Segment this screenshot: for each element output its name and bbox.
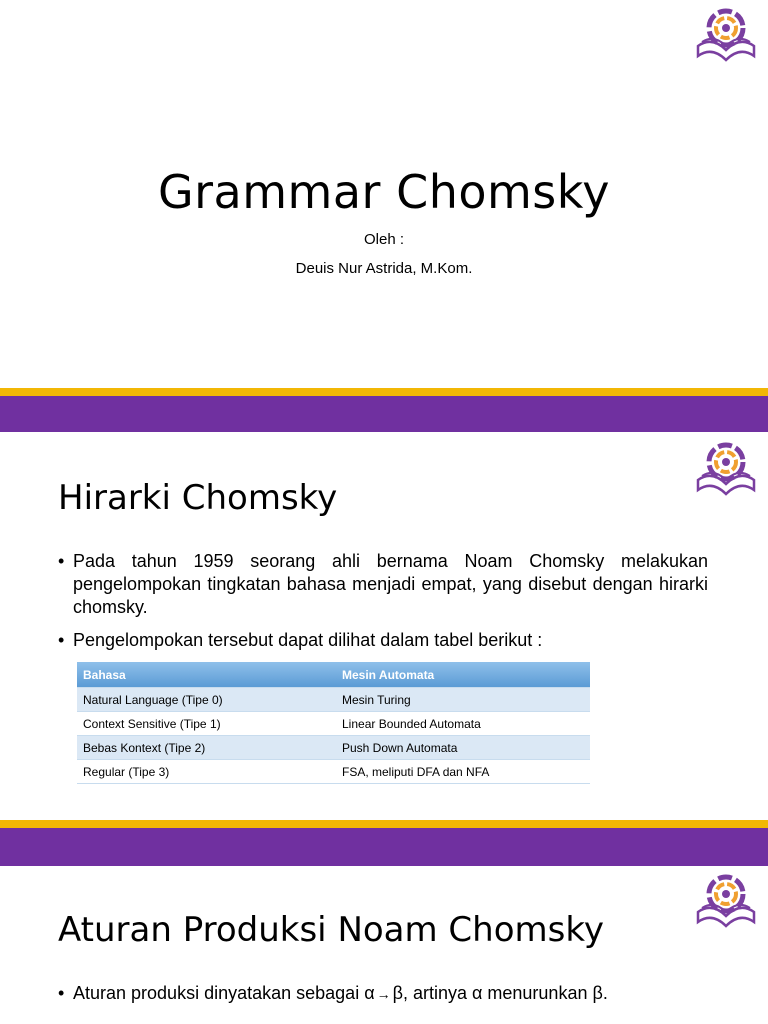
bullet-list <box>58 550 708 662</box>
table-cell: Mesin Turing <box>336 688 590 712</box>
bullet-text: Pada tahun 1959 seorang ahli bernama Noam Chomsky melakukan pengelompokan tingkatan bahasa menjadi empat, yang disebut dengan hirarki chomsky. <box>73 551 708 617</box>
university-logo-icon <box>688 440 764 496</box>
slide-separator <box>0 820 768 866</box>
title-slide <box>0 0 768 388</box>
table-cell: FSA, meliputi DFA dan NFA <box>336 760 590 784</box>
bullet-list <box>58 982 708 1015</box>
column-header-bahasa: Bahasa <box>77 662 336 688</box>
table-row <box>77 712 590 736</box>
table-cell: Linear Bounded Automata <box>336 712 590 736</box>
table-header-row <box>77 662 590 688</box>
aturan-produksi-slide <box>0 866 768 1024</box>
presentation-title: Grammar Chomsky <box>157 165 610 219</box>
university-logo-icon <box>688 872 764 928</box>
purple-band <box>0 828 768 866</box>
bullet-item <box>58 550 708 619</box>
slide-title: Aturan Produksi Noam Chomsky <box>58 910 604 950</box>
right-arrow-icon: → <box>376 986 391 1002</box>
gold-band <box>0 820 768 828</box>
table-cell: Push Down Automata <box>336 736 590 760</box>
author-prefix: Oleh : <box>363 231 405 248</box>
table-cell: Natural Language (Tipe 0) <box>77 688 336 712</box>
gold-band <box>0 388 768 396</box>
table-row <box>77 760 590 784</box>
table-row <box>77 736 590 760</box>
bullet-dot: • <box>58 630 65 650</box>
bullet-item <box>58 629 708 652</box>
bullet-dot: • <box>58 983 65 1003</box>
university-logo-icon <box>688 6 764 62</box>
slide-title: Hirarki Chomsky <box>58 478 338 518</box>
table-cell: Context Sensitive (Tipe 1) <box>77 712 336 736</box>
bullet-item <box>58 982 708 1006</box>
bullet-text-part: Aturan produksi dinyatakan sebagai α <box>73 983 375 1003</box>
author-name: Deuis Nur Astrida, M.Kom. <box>295 260 473 277</box>
hirarki-slide <box>0 432 768 820</box>
table-row <box>77 688 590 712</box>
table-cell: Regular (Tipe 3) <box>77 760 336 784</box>
slide-separator <box>0 388 768 432</box>
table-cell: Bebas Kontext (Tipe 2) <box>77 736 336 760</box>
purple-band <box>0 396 768 432</box>
bullet-text <box>73 982 708 1006</box>
bullet-text: Pengelompokan tersebut dapat dilihat dalam tabel berikut : <box>73 630 543 650</box>
bullet-text-part: β, artinya α menurunkan β. <box>392 983 608 1003</box>
chomsky-hierarchy-table <box>77 662 590 784</box>
column-header-mesin: Mesin Automata <box>336 662 590 688</box>
bullet-dot: • <box>58 551 65 571</box>
